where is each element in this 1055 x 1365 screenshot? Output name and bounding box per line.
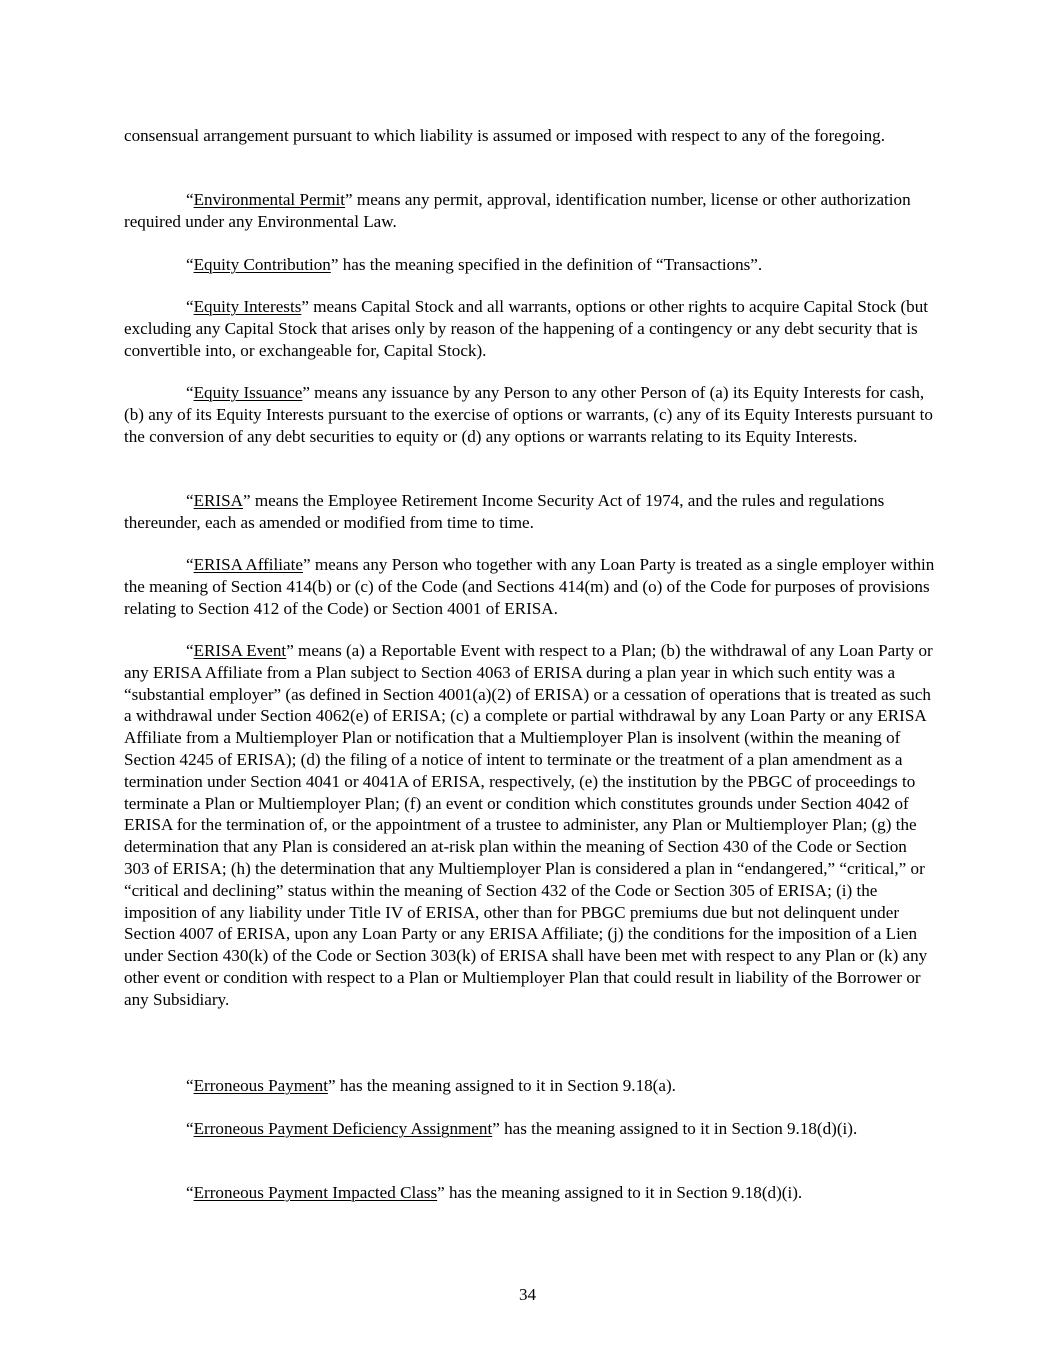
definition-body: ” means any issuance by any Person to any other Person of (a) its Equity Interests for cash, (b) any of its Equity Interests pursuant to the exercise of options or warrants, (c) any of its Equity Interests pursuant to the conversion of any debt securities to equity or (d) any options or warrants relating to its Equity Interests. — [124, 383, 933, 446]
definition-erroneous-payment-deficiency-assignment — [124, 1118, 936, 1140]
definition-body: ” has the meaning assigned to it in Section 9.18(d)(i). — [437, 1183, 803, 1202]
quote-open: “ — [186, 383, 194, 402]
defined-term: Erroneous Payment — [193, 1076, 328, 1095]
definition-equity-interests — [124, 296, 936, 361]
defined-term: ERISA — [193, 491, 243, 510]
definition-body: ” means Capital Stock and all warrants, options or other rights to acquire Capital Stock (but excluding any Capital Stock that arises only by reason of the happening of a contingency or any debt security that is convertible into, or exchangeable for, Capital Stock). — [124, 297, 928, 360]
defined-term: Environmental Permit — [193, 190, 346, 209]
defined-term: Erroneous Payment Deficiency Assignment — [193, 1119, 493, 1138]
page-number: 34 — [518, 1285, 537, 1304]
definition-body: ” has the meaning assigned to it in Section 9.18(d)(i). — [492, 1119, 858, 1138]
definition-equity-issuance — [124, 382, 936, 447]
quote-open: “ — [186, 255, 194, 274]
quote-open: “ — [186, 491, 194, 510]
definition-erisa — [124, 490, 936, 534]
defined-term: ERISA Event — [193, 641, 287, 660]
definition-body: ” means the Employee Retirement Income Security Act of 1974, and the rules and regulations thereunder, each as amended or modified from time to time. — [124, 491, 885, 532]
definition-erroneous-payment — [124, 1075, 936, 1097]
paragraph-body: consensual arrangement pursuant to which liability is assumed or imposed with respect to any of the foregoing. — [124, 126, 885, 145]
definition-erisa-affiliate — [124, 554, 936, 619]
paragraph-continuation — [124, 125, 936, 147]
definition-body: ” means any Person who together with any Loan Party is treated as a single employer within the meaning of Section 414(b) or (c) of the Code (and Sections 414(m) and (o) of the Code for purposes of provisions relating to Section 412 of the Code) or Section 4001 of ERISA. — [124, 555, 935, 618]
quote-open: “ — [186, 1119, 194, 1138]
defined-term: Erroneous Payment Impacted Class — [193, 1183, 438, 1202]
definition-equity-contribution — [124, 254, 936, 276]
quote-open: “ — [186, 1076, 194, 1095]
definition-environmental-permit — [124, 189, 936, 233]
definition-body: ” means (a) a Reportable Event with respect to a Plan; (b) the withdrawal of any Loan Party or any ERISA Affiliate from a Plan subject to Section 4063 of ERISA during a plan year in which such entity was a “substantial employer” (as defined in Section 4001(a)(2) of ERISA) or a cessation of operations that is treated as such a withdrawal under Section 4062(e) of ERISA; (c) a complete or partial withdrawal by any Loan Party or any ERISA Affiliate from a Multiemployer Plan or notification that a Multiemployer Plan is insolvent (within the meaning of Section 4245 of ERISA); (d) the filing of a notice of intent to terminate or the treatment of a plan amendment as a termination under Section 4041 or 4041A of ERISA, respectively, (e) the institution by the PBGC of proceedings to terminate a Plan or Multiemployer Plan; (f) an event or condition which constitutes grounds under Section 4042 of ERISA for the termination of, or the appointment of a trustee to administer, any Plan or Multiemployer Plan; (g) the determination that any Plan is considered an at-risk plan within the meaning of Section 430 of the Code or Section 303 of ERISA; (h) the determination that any Multiemployer Plan is considered a plan in “endangered,” “critical,” or “critical and declining” status within the meaning of Section 432 of the Code or Section 305 of ERISA; (i) the imposition of any liability under Title IV of ERISA, other than for PBGC premiums due but not delinquent under Section 4007 of ERISA, upon any Loan Party or any ERISA Affiliate; (j) the conditions for the imposition of a Lien under Section 430(k) of the Code or Section 303(k) of ERISA shall have been met with respect to any Plan or (k) any other event or condition with respect to a Plan or Multiemployer Plan that could result in liability of the Borrower or any Subsidiary. — [124, 641, 933, 1009]
quote-open: “ — [186, 190, 194, 209]
defined-term: Equity Interests — [193, 297, 302, 316]
defined-term: ERISA Affiliate — [193, 555, 303, 574]
definition-erisa-event — [124, 640, 936, 1011]
defined-term: Equity Contribution — [193, 255, 331, 274]
quote-open: “ — [186, 641, 194, 660]
defined-term: Equity Issuance — [193, 383, 303, 402]
quote-open: “ — [186, 297, 194, 316]
definition-body: ” means any permit, approval, identification number, license or other authorization required under any Environmental Law. — [124, 190, 911, 231]
definition-erroneous-payment-impacted-class — [124, 1182, 936, 1204]
definition-body: ” has the meaning specified in the definition of “Transactions”. — [330, 255, 763, 274]
quote-open: “ — [186, 555, 194, 574]
quote-open: “ — [186, 1183, 194, 1202]
definition-body: ” has the meaning assigned to it in Section 9.18(a). — [327, 1076, 676, 1095]
